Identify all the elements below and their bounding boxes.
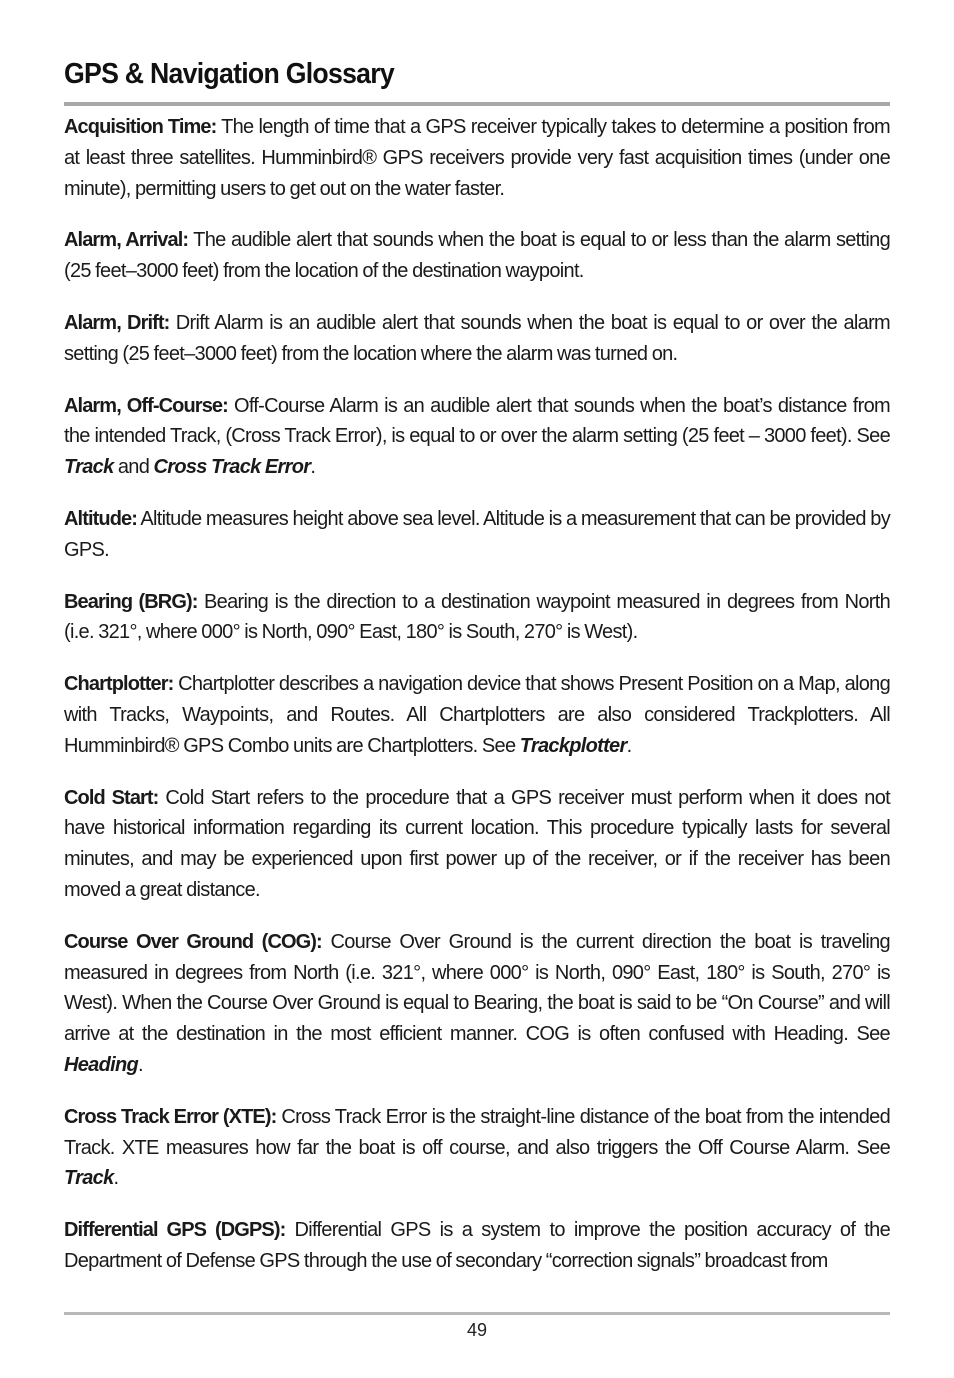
definition-text: The audible alert that sounds when the boat is equal to or less than the alarm setting (25 feet–3000 feet) from the location of the destination waypoint.: [64, 229, 890, 283]
glossary-list: [64, 112, 890, 1298]
cross-reference-link: Track: [64, 1167, 114, 1190]
definition-text: The length of time that a GPS receiver typically takes to determine a position from at least three satellites. Humminbird® GPS receivers provide very fast acquisition times (under one minute), permitting users to get out on the water faster.: [64, 116, 890, 200]
definition-text: .: [138, 1053, 143, 1076]
definition-text: .: [626, 734, 632, 757]
definition-text: .: [113, 1167, 119, 1190]
glossary-entry: [64, 391, 890, 483]
glossary-term: Bearing (BRG):: [64, 590, 198, 613]
cross-reference-link: Cross Track Error: [153, 456, 311, 479]
title-divider: [64, 102, 890, 106]
cross-reference-link: Heading: [64, 1053, 138, 1076]
glossary-entry: [64, 225, 890, 287]
definition-text: Altitude measures height above sea level. Altitude is a measurement that can be provided by GPS.: [64, 507, 890, 561]
glossary-term: Chartplotter:: [64, 673, 174, 696]
glossary-term: Differential GPS (DGPS):: [64, 1219, 286, 1242]
glossary-entry: [64, 1102, 890, 1194]
definition-text: and: [113, 456, 154, 479]
glossary-entry: [64, 587, 890, 649]
page-title: GPS & Navigation Glossary: [64, 58, 395, 90]
glossary-entry: [64, 783, 890, 906]
definition-text: .: [310, 456, 316, 479]
definition-text: Cold Start refers to the procedure that a GPS receiver must perform when it does not have historical information regarding its current location. This procedure typically lasts for several minutes, and may be experienced upon first power up of the receiver, or if the receiver has been moved a great distance.: [64, 786, 890, 901]
definition-text: Drift Alarm is an audible alert that sounds when the boat is equal to or over the alarm setting (25 feet–3000 feet) from the location where the alarm was turned on.: [64, 311, 890, 365]
definition-text: Differential GPS is a system to improve the position accuracy of the Department of Defense GPS through the use of secondary “correction signals” broadcast from: [64, 1219, 891, 1272]
glossary-term: Cold Start:: [64, 786, 159, 809]
glossary-entry: [64, 1215, 890, 1277]
glossary-term: Alarm, Off-Course:: [64, 394, 228, 417]
glossary-entry: [64, 927, 890, 1081]
glossary-term: Alarm, Arrival:: [64, 229, 189, 252]
page-number: 49: [466, 1320, 488, 1340]
glossary-entry: [64, 308, 890, 370]
glossary-term: Cross Track Error (XTE):: [64, 1105, 277, 1128]
glossary-term: Course Over Ground (COG):: [64, 930, 322, 953]
glossary-term: Alarm, Drift:: [64, 311, 170, 334]
glossary-term: Acquisition Time:: [64, 116, 217, 138]
definition-text: Chartplotter describes a navigation device that shows Present Position on a Map, along with Tracks, Waypoints, and Routes. All Chartplotters are also considered Trackplotters. All Humminbird® GPS Combo units are Chartplotters. See: [64, 673, 890, 757]
cross-reference-link: Track: [64, 456, 114, 479]
glossary-term: Altitude:: [64, 507, 137, 530]
definition-text: Course Over Ground is the current direction the boat is traveling measured in degrees from North (i.e. 321°, where 000° is North, 090° East, 180° is South, 270° is West). When the Course Over Ground is equal to Bearing, the boat is said to be “On Course” and will arrive at the destination in the most efficient manner. COG is often confused with Heading. See: [64, 930, 890, 1046]
glossary-entry: [64, 504, 890, 566]
definition-text: Cross Track Error is the straight-line distance of the boat from the intended Track. XTE measures how far the boat is off course, and also triggers the Off Course Alarm. See: [64, 1105, 890, 1159]
glossary-entry: [64, 669, 890, 761]
definition-text: Bearing is the direction to a destination waypoint measured in degrees from North (i.e. 321°, where 000° is North, 090° East, 180° is South, 270° is West).: [64, 590, 890, 644]
manual-page: [64, 0, 890, 1378]
cross-reference-link: Trackplotter: [519, 734, 627, 757]
glossary-entry: [64, 112, 890, 204]
footer-divider: [64, 1312, 890, 1315]
definition-text: Off-Course Alarm is an audible alert that sounds when the boat’s distance from the intended Track, (Cross Track Error), is equal to or over the alarm setting (25 feet – 3000 feet). See: [64, 394, 890, 448]
